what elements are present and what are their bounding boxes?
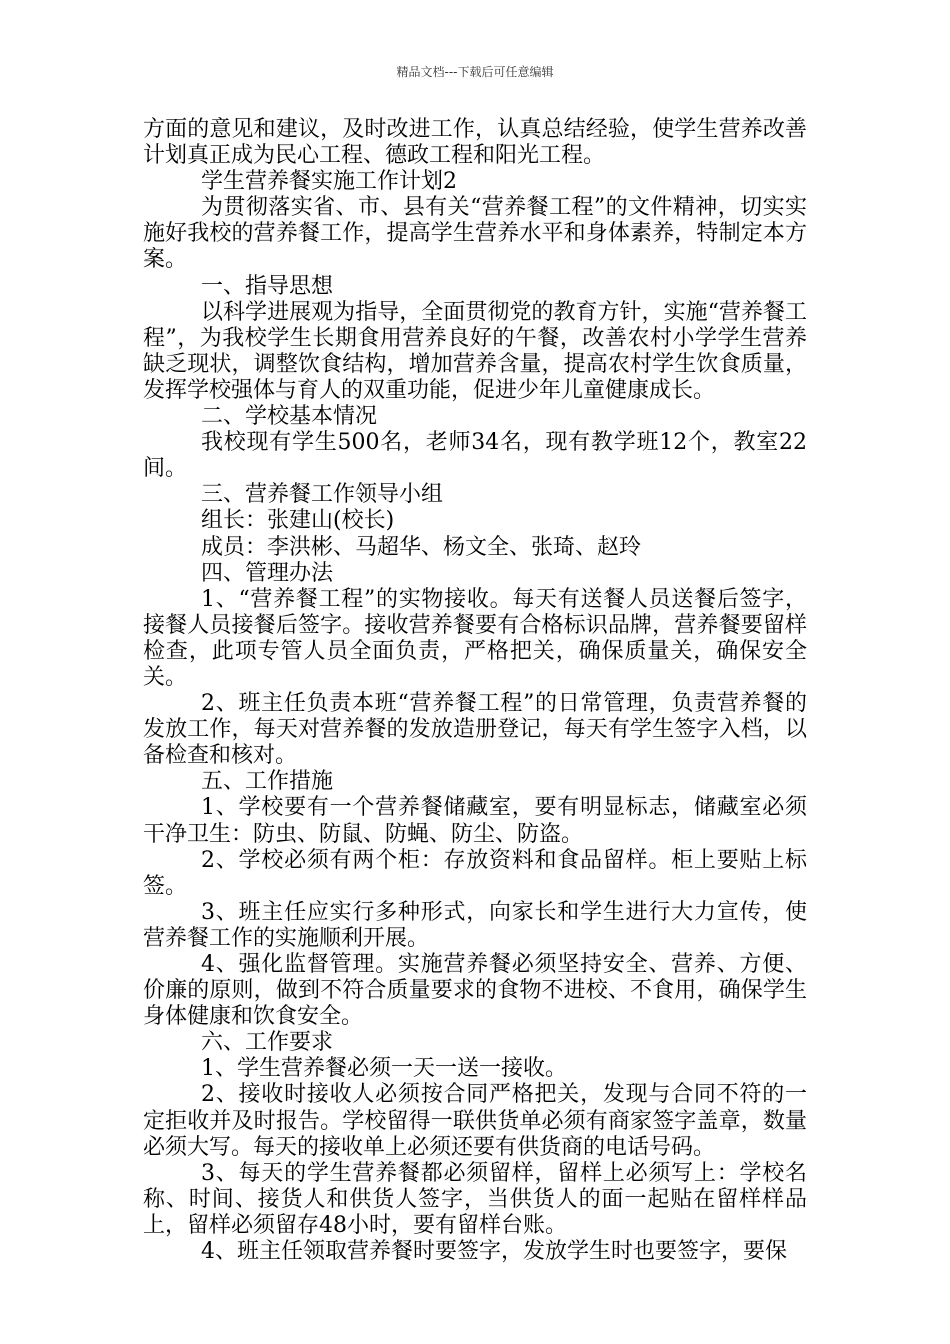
paragraph: 2、学校必须有两个柜：存放资料和食品留样。柜上要贴上标签。 [143,847,807,899]
section-title: 学生营养餐实施工作计划2 [201,169,457,195]
paragraph: 4、强化监督管理。实施营养餐必须坚持安全、营养、方便、价廉的原则，做到不符合质量要求的食物不进校、不食用，确保学生身体健康和饮食安全。 [143,952,807,1030]
heading-management: 四、管理办法 [201,560,334,586]
heading-guiding-ideology: 一、指导思想 [201,273,334,299]
paragraph: 3、每天的学生营养餐都必须留样，留样上必须写上：学校名称、时间、接货人和供货人签字，当供货人的面一起贴在留样样品上，留样必须留存48小时，要有留样台账。 [143,1160,807,1238]
heading-work-requirements: 六、工作要求 [201,1030,334,1056]
heading-leadership-group: 三、营养餐工作领导小组 [201,482,444,508]
paragraph: 1、学校要有一个营养餐储藏室，要有明显标志，储藏室必须干净卫生：防虫、防鼠、防蝇、防尘、防盗。 [143,795,807,847]
paragraph: 1、“营养餐工程”的实物接收。每天有送餐人员送餐后签字，接餐人员接餐后签字。接收营养餐要有合格标识品牌，营养餐要留样检查，此项专管人员全面负责，严格把关，确保质量关，确保安全关。 [143,586,807,690]
paragraph: 1、学生营养餐必须一天一送一接收。 [201,1056,567,1082]
paragraph: 2、班主任负责本班“营养餐工程”的日常管理，负责营养餐的发放工作，每天对营养餐的发放造册登记，每天有学生签字入档，以备检查和核对。 [143,691,807,769]
paragraph: 成员：李洪彬、马超华、杨文全、张琦、赵玲 [201,534,642,560]
paragraph: 方面的意见和建议，及时改进工作，认真总结经验，使学生营养改善计划真正成为民心工程、德政工程和阳光工程。 [143,117,807,169]
paragraph: 以科学进展观为指导，全面贯彻党的教育方针，实施“营养餐工程”，为我校学生长期食用营养良好的午餐，改善农村小学学生营养缺乏现状，调整饮食结构，增加营养含量，提高农村学生饮食质量，发挥学校强体与育人的双重功能，促进少年儿童健康成长。 [143,299,807,403]
paragraph: 4、班主任领取营养餐时要签字，发放学生时也要签字，要保 [201,1239,787,1265]
paragraph: 组长：张建山(校长) [201,508,395,534]
heading-work-measures: 五、工作措施 [201,769,334,795]
paragraph: 2、接收时接收人必须按合同严格把关，发现与合同不符的一定拒收并及时报告。学校留得一联供货单必须有商家签字盖章，数量必须大写。每天的接收单上必须还要有供货商的电话号码。 [143,1082,807,1160]
paragraph: 为贯彻落实省、市、县有关“营养餐工程”的文件精神，切实实施好我校的营养餐工作，提高学生营养水平和身体素养，特制定本方案。 [143,195,807,273]
paragraph: 3、班主任应实行多种形式，向家长和学生进行大力宣传，使营养餐工作的实施顺利开展。 [143,899,807,951]
paragraph: 我校现有学生500名，老师34名，现有教学班12个，教室22间。 [143,430,807,482]
heading-school-basic-info: 二、学校基本情况 [201,404,378,430]
document-body [143,117,807,1265]
page-header: 精品文档---下载后可任意编辑 [396,65,554,79]
